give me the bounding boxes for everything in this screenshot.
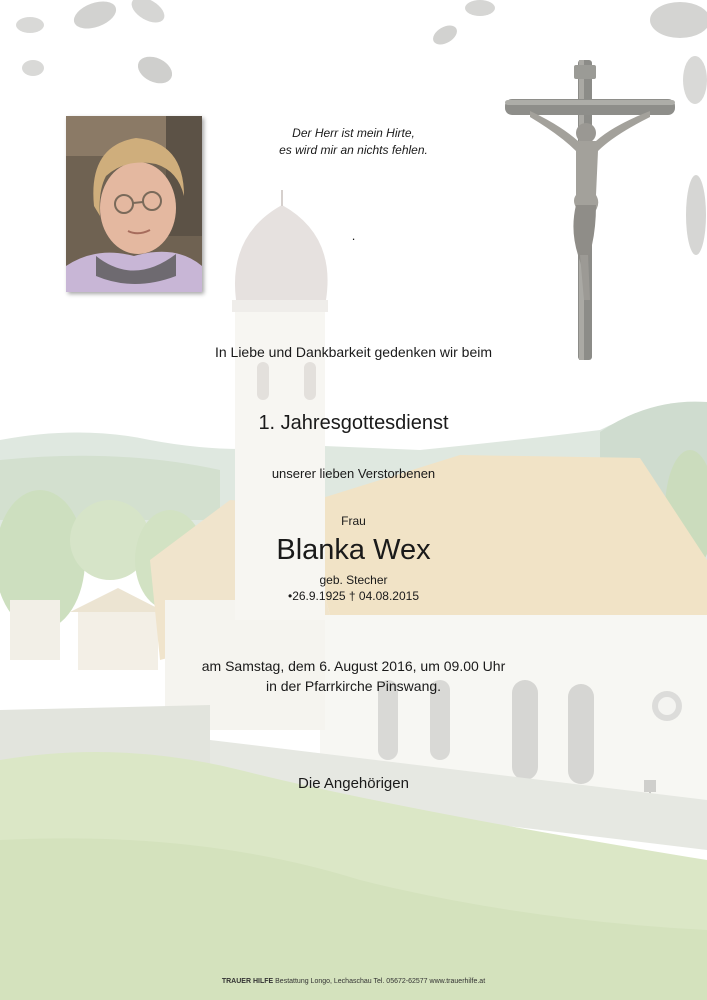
footer-brand: TRAUER HILFE (221, 978, 274, 985)
service-location: in der Pfarrkirche Pinswang. (265, 678, 442, 694)
signature: Die Angehörigen (298, 775, 409, 792)
subtitle: unserer lieben Verstorbenen (271, 466, 436, 481)
service-date-time: am Samstag, dem 6. August 2016, um 09.00 Uhr (201, 658, 506, 674)
life-dates: •26.9.1925 † 04.08.2015 (288, 589, 419, 603)
crucifix-icon (500, 55, 680, 365)
footer-text: Bestattung Longo, Lechaschau Tel. 05672-62577 www.trauerhilfe.at (273, 978, 486, 985)
salutation: Frau (341, 514, 366, 528)
intro-text: In Liebe und Dankbarkeit gedenken wir beim (214, 344, 493, 360)
deceased-name: Blanka Wex (276, 534, 431, 566)
event-title: 1. Jahresgottesdienst (258, 412, 449, 434)
psalm-line-1: Der Herr ist mein Hirte, (292, 126, 415, 140)
maiden-name: geb. Stecher (319, 573, 388, 587)
psalm-line-2: es wird mir an nichts fehlen. (279, 143, 428, 157)
separator-dot: . (351, 228, 356, 243)
footer (0, 978, 707, 985)
